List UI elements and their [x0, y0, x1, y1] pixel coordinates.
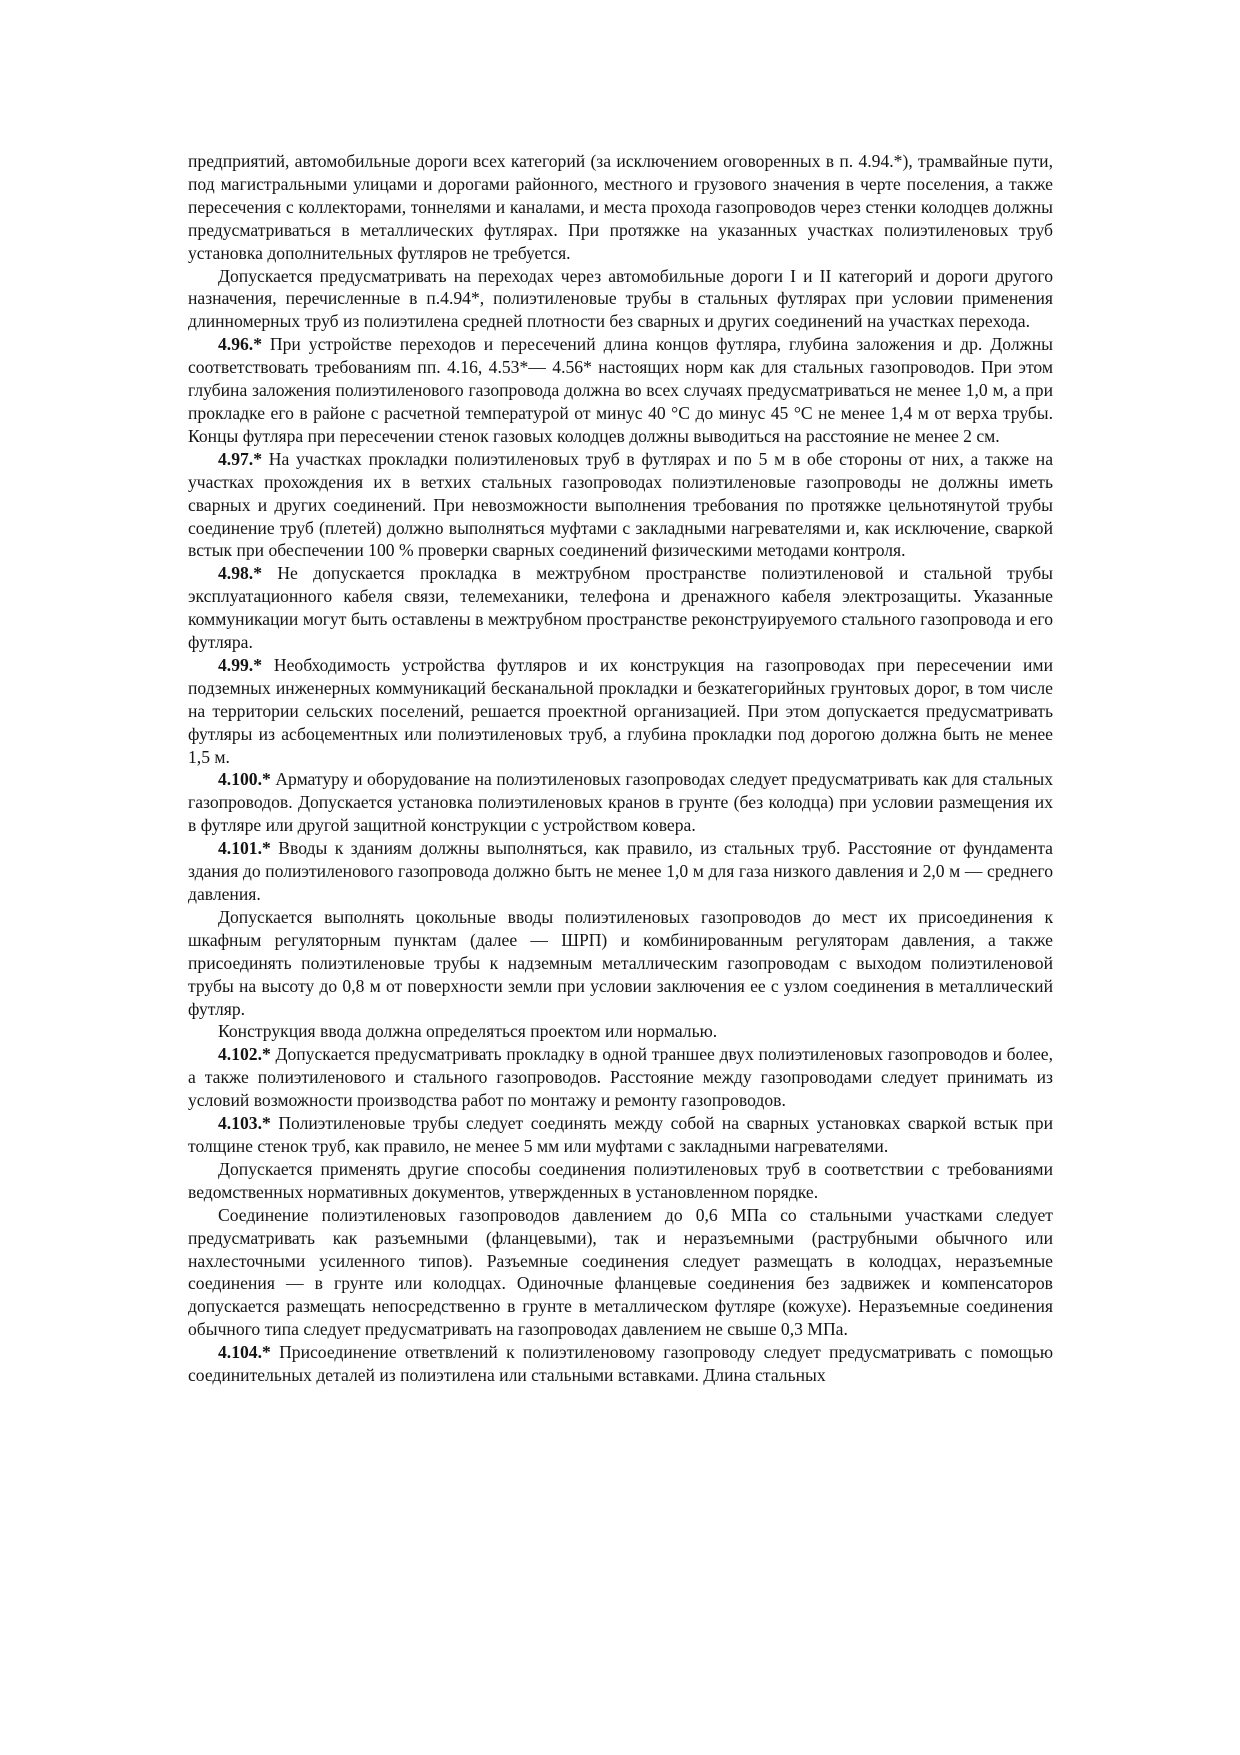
paragraph-4-96 — [188, 333, 1053, 448]
paragraph-number: 4.97.* — [218, 448, 262, 469]
paragraph-text: Полиэтиленовые трубы следует соединять между собой на сварных установках сваркой встык при толщине стенок труб, как правило, не менее 5 мм или муфтами с закладными нагревателями. — [188, 1113, 1053, 1156]
paragraph-4-104 — [188, 1341, 1053, 1387]
paragraph-text: Допускается применять другие способы соединения полиэтиленовых труб в соответствии с требованиями ведомственных нормативных документов, утвержденных в установленном порядке. — [188, 1158, 1053, 1202]
paragraph-continuation — [188, 150, 1053, 265]
paragraph-4-101-addendum — [188, 906, 1053, 1021]
paragraph-text: Конструкция ввода должна определяться проектом или нормалью. — [218, 1021, 718, 1042]
paragraph-number: 4.104.* — [218, 1342, 271, 1363]
paragraph-text: Допускается предусматривать на переходах через автомобильные дороги I и II категорий и дороги другого назначения, перечисленные в п.4.94*, полиэтиленовые трубы в стальных футлярах при условии применения длинномерных труб из полиэтилена средней плотности без сварных и других соединений на участках перехода. — [188, 265, 1053, 332]
paragraph-number: 4.103.* — [218, 1113, 271, 1134]
paragraph-4-103 — [188, 1112, 1053, 1158]
paragraph-text: Необходимость устройства футляров и их конструкция на газопроводах при пересечении ими подземных инженерных коммуникаций бесканальной прокладки и безкатегорийных грунтовых дорог, в том числе на территории сельских поселений, решается проектной организацией. При этом допускается предусматривать футляры из асбоцементных или полиэтиленовых труб, а глубина прокладки под дорогою должна быть не менее 1,5 м. — [188, 654, 1053, 767]
document-body — [188, 150, 1053, 1387]
paragraph-number: 4.99.* — [218, 654, 262, 675]
paragraph-4-98 — [188, 562, 1053, 654]
paragraph-text: Присоединение ответвлений к полиэтиленовому газопроводу следует предусматривать с помощью соединительных деталей из полиэтилена или стальными вставками. Длина стальных — [188, 1342, 1053, 1386]
paragraph-text: предприятий, автомобильные дороги всех категорий (за исключением оговоренных в п. 4.94.*), трамвайные пути, под магистральными улицами и дорогами районного, местного и грузового значения в черте поселения, а также пересечения с коллекторами, тоннелями и каналами, и места прохода газопроводов через стенки колодцев должны предусматриваться в металлических футлярах. При протяжке на указанных участках полиэтиленовых труб установка дополнительных футляров не требуется. — [188, 151, 1053, 263]
paragraph-text: Не допускается прокладка в межтрубном пространстве полиэтиленовой и стальной трубы эксплуатационного кабеля связи, телемеханики, телефона и дренажного кабеля электрозащиты. Указанные коммуникации могут быть оставлены в межтрубном пространстве реконструируемого стального газопровода и его футляра. — [188, 563, 1053, 653]
paragraph-text: Вводы к зданиям должны выполняться, как правило, из стальных труб. Расстояние от фундамента здания до полиэтиленового газопровода должно быть не менее 1,0 м для газа низкого давления и 2,0 м — среднего давления. — [188, 838, 1053, 904]
paragraph-4-101 — [188, 837, 1053, 906]
paragraph-4-101-note — [188, 1020, 1053, 1043]
paragraph-text: На участках прокладки полиэтиленовых труб в футлярах и по 5 м в обе стороны от них, а также на участках прохождения их в ветхих стальных газопроводах полиэтиленовые газопроводы не должны иметь сварных и других соединений. При невозможности выполнения требования по протяжке цельнотянутой трубы соединение труб (плетей) должно выполняться муфтами с закладными нагревателями и, как исключение, сваркой встык при обеспечении 100 % проверки сварных соединений физическими методами контроля. — [188, 448, 1053, 561]
paragraph-4-102 — [188, 1043, 1053, 1112]
paragraph-text: Арматуру и оборудование на полиэтиленовых газопроводах следует предусматривать как для стальных газопроводов. Допускается установка полиэтиленовых кранов в грунте (без колодца) при условии размещения их в футляре или другой защитной конструкции с устройством ковера. — [188, 769, 1053, 836]
paragraph-number: 4.98.* — [218, 563, 262, 584]
paragraph-text: Допускается выполнять цокольные вводы полиэтиленовых газопроводов до мест их присоединения к шкафным регуляторным пунктам (далее — ШРП) и комбинированным регуляторам давления, а также присоединять полиэтиленовые трубы к надземным металлическим газопроводам с выходом полиэтиленовой трубы на высоту до 0,8 м от поверхности земли при условии заключения ее с узлом соединения в металлический футляр. — [188, 906, 1053, 1019]
paragraph-text: Допускается предусматривать прокладку в одной траншее двух полиэтиленовых газопроводов и более, а также полиэтиленового и стального газопроводов. Расстояние между газопроводами следует принимать из условий возможности производства работ по монтажу и ремонту газопроводов. — [188, 1044, 1053, 1111]
paragraph-number: 4.102.* — [218, 1044, 271, 1065]
paragraph-number: 4.101.* — [218, 838, 271, 859]
paragraph-number: 4.96.* — [218, 334, 262, 355]
paragraph-4-103-addendum — [188, 1158, 1053, 1204]
paragraph-4-103-joints — [188, 1204, 1053, 1341]
paragraph-4-99 — [188, 654, 1053, 769]
paragraph-4-95-addendum — [188, 265, 1053, 334]
paragraph-number: 4.100.* — [218, 769, 271, 790]
paragraph-4-100 — [188, 768, 1053, 837]
paragraph-text: При устройстве переходов и пересечений длина концов футляра, глубина заложения и др. Должны соответствовать требованиям пп. 4.16, 4.53*— 4.56* настоящих норм как для стальных газопроводов. При этом глубина заложения полиэтиленового газопровода должна во всех случаях предусматриваться не менее 1,0 м, а при прокладке его в районе с расчетной температурой от минус 40 °С до минус 45 °С не менее 1,4 м от верха трубы. Концы футляра при пересечении стенок газовых колодцев должны выводиться на расстояние не менее 2 см. — [188, 334, 1053, 446]
paragraph-4-97 — [188, 448, 1053, 563]
paragraph-text: Соединение полиэтиленовых газопроводов давлением до 0,6 МПа со стальными участками следует предусматривать как разъемными (фланцевыми), так и неразъемными (раструбными обычного или нахлесточными усиленного типов). Разъемные соединения следует размещать в колодцах, неразъемные соединения — в грунте или колодцах. Одиночные фланцевые соединения без задвижек и компенсаторов допускается размещать непосредственно в грунте в металлическом футляре (кожухе). Неразъемные соединения обычного типа следует предусматривать на газопроводах давлением не свыше 0,3 МПа. — [188, 1204, 1053, 1340]
